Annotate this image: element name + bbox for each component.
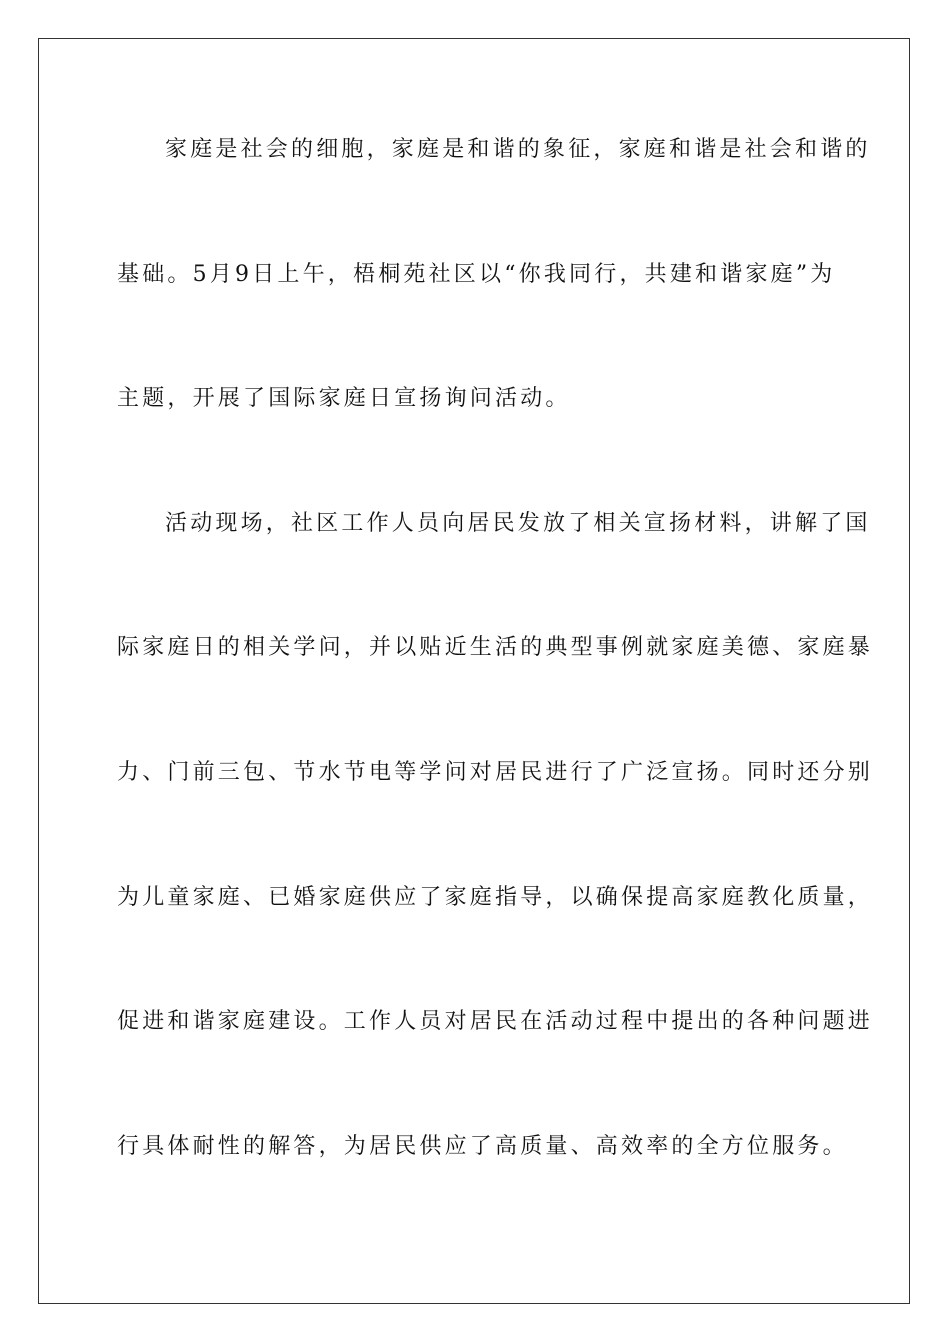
paragraph-line: 主题，开展了国际家庭日宣扬询问活动。 (117, 386, 571, 411)
paragraph-line: 力、门前三包、节水节电等学问对居民进行了广泛宣扬。同时还分别 (117, 760, 874, 785)
paragraph-line: 家庭是社会的细胞，家庭是和谐的象征，家庭和谐是社会和谐的 (165, 137, 871, 162)
paragraph-line: 活动现场，社区工作人员向居民发放了相关宣扬材料，讲解了国 (165, 511, 871, 536)
paragraph-line: 行具体耐性的解答，为居民供应了高质量、高效率的全方位服务。 (117, 1134, 848, 1159)
paragraph-line: 促进和谐家庭建设。工作人员对居民在活动过程中提出的各种问题进 (117, 1009, 874, 1034)
paragraph-line: 际家庭日的相关学问，并以贴近生活的典型事例就家庭美德、家庭暴 (117, 635, 874, 660)
paragraph-line: 为儿童家庭、已婚家庭供应了家庭指导，以确保提高家庭教化质量， (117, 885, 874, 910)
paragraph-line: 基础。5月9日上午，梧桐苑社区以“你我同行，共建和谐家庭”为 (117, 262, 836, 287)
page-border (38, 38, 910, 1304)
